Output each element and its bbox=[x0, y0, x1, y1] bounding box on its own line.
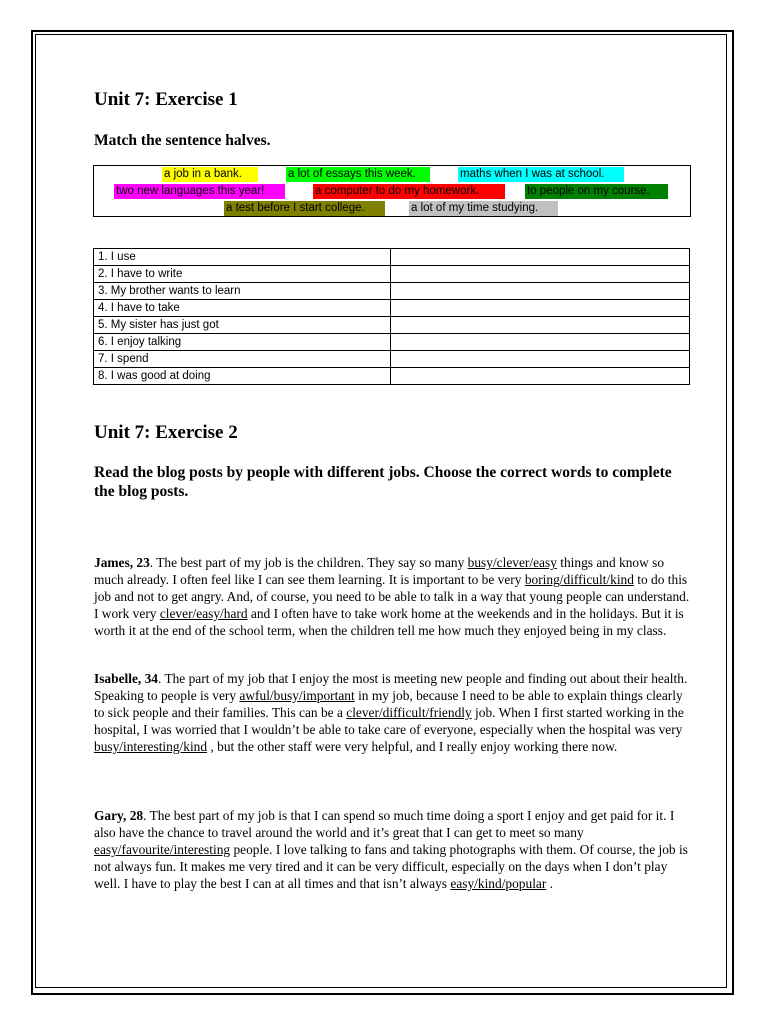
sentence-start: 2. I have to write bbox=[94, 266, 391, 283]
exercise1-instruction: Match the sentence halves. bbox=[94, 132, 271, 149]
post-text: to do this job and not to get angry. And, of course, you need to be able to talk in a way that young people can understand. I work very bbox=[94, 571, 690, 621]
word-choice[interactable]: boring/difficult/kind bbox=[524, 571, 634, 587]
word-bank-item: a computer to do my homework. bbox=[313, 184, 505, 199]
table-row bbox=[94, 249, 690, 266]
word-choice[interactable]: easy/favourite/interesting bbox=[94, 841, 231, 857]
word-bank-item: maths when I was at school. bbox=[458, 167, 624, 182]
post-text: in my job, because I need to be able to explain things clearly to sick people and their families. This can be a bbox=[94, 687, 683, 720]
post-text: things and know so much already. I often feel like I can see them learning. It is important to be very bbox=[94, 555, 665, 587]
table-row bbox=[94, 283, 690, 300]
word-choice[interactable]: clever/easy/hard bbox=[159, 605, 248, 621]
table-row bbox=[94, 368, 690, 385]
exercise2-instruction: Read the blog posts by people with different jobs. Choose the correct words to complete the blog posts. bbox=[94, 464, 672, 500]
word-bank-item: a test before I start college. bbox=[224, 201, 385, 216]
sentence-start: 4. I have to take bbox=[94, 300, 391, 317]
blog-post-isabelle bbox=[94, 671, 696, 756]
post-text: . The best part of my job is the children. They say so many bbox=[149, 555, 468, 570]
word-choice[interactable]: awful/busy/important bbox=[239, 687, 355, 703]
exercise1-title: Unit 7: Exercise 1 bbox=[94, 89, 238, 110]
author-name: Isabelle, 34 bbox=[94, 671, 158, 686]
answer-cell[interactable] bbox=[391, 266, 690, 283]
sentence-start: 5. My sister has just got bbox=[94, 317, 391, 334]
sentence-start: 1. I use bbox=[94, 249, 391, 266]
sentence-start: 8. I was good at doing bbox=[94, 368, 391, 385]
word-bank bbox=[93, 165, 691, 217]
blog-post-gary bbox=[94, 808, 696, 893]
answer-cell[interactable] bbox=[391, 249, 690, 266]
post-text: . The best part of my job is that I can spend so much time doing a sport I enjoy and get paid for it. I also have the chance to travel around the world and it’s great that I can get to meet so many bbox=[94, 808, 675, 840]
post-text: . The part of my job that I enjoy the most is meeting new people and finding out about their health. Speaking to people is very bbox=[94, 671, 688, 703]
word-bank-item: to people on my course. bbox=[525, 184, 668, 199]
table-row bbox=[94, 351, 690, 368]
post-text: people. I love talking to fans and taking photographs with them. Of course, the job is not always fun. It makes me very tired and it can be very difficult, especially on the days when I don’t play well. I have to play the best I can at all times and that isn’t always bbox=[94, 841, 688, 891]
sentence-start: 6. I enjoy talking bbox=[94, 334, 391, 351]
word-choice[interactable]: easy/kind/popular bbox=[450, 875, 547, 891]
word-choice[interactable]: busy/interesting/kind bbox=[94, 738, 208, 754]
author-name: Gary, 28 bbox=[94, 808, 144, 823]
word-choice[interactable]: clever/difficult/friendly bbox=[346, 704, 472, 720]
word-choice[interactable]: busy/clever/easy bbox=[467, 555, 557, 570]
blog-post-james bbox=[94, 555, 696, 640]
table-row bbox=[94, 300, 690, 317]
answer-cell[interactable] bbox=[391, 317, 690, 334]
answer-cell[interactable] bbox=[391, 368, 690, 385]
sentence-start: 3. My brother wants to learn bbox=[94, 283, 391, 300]
matching-table bbox=[93, 248, 690, 385]
author-name: James, 23 bbox=[94, 555, 150, 570]
answer-cell[interactable] bbox=[391, 300, 690, 317]
post-text: job. When I first started working in the hospital, I was worried that I wouldn’t be able to take care of everyone, especially when the hospital was very bbox=[94, 704, 684, 737]
word-bank-item: a lot of my time studying. bbox=[409, 201, 558, 216]
table-row bbox=[94, 317, 690, 334]
answer-cell[interactable] bbox=[391, 283, 690, 300]
word-bank-item: a job in a bank. bbox=[162, 167, 258, 182]
table-row bbox=[94, 266, 690, 283]
post-text: and I often have to take work home at the weekends and in the holidays. But it is worth it at the end of the school term, when the children tell me how much they enjoyed being in my class. bbox=[94, 605, 684, 638]
word-bank-item: a lot of essays this week. bbox=[286, 167, 430, 182]
answer-cell[interactable] bbox=[391, 334, 690, 351]
post-text: , but the other staff were very helpful, and I really enjoy working there now. bbox=[207, 738, 618, 754]
exercise2-title: Unit 7: Exercise 2 bbox=[94, 422, 238, 443]
word-bank-item: two new languages this year! bbox=[114, 184, 285, 199]
answer-cell[interactable] bbox=[391, 351, 690, 368]
table-row bbox=[94, 334, 690, 351]
post-text: . bbox=[546, 875, 554, 891]
sentence-start: 7. I spend bbox=[94, 351, 391, 368]
